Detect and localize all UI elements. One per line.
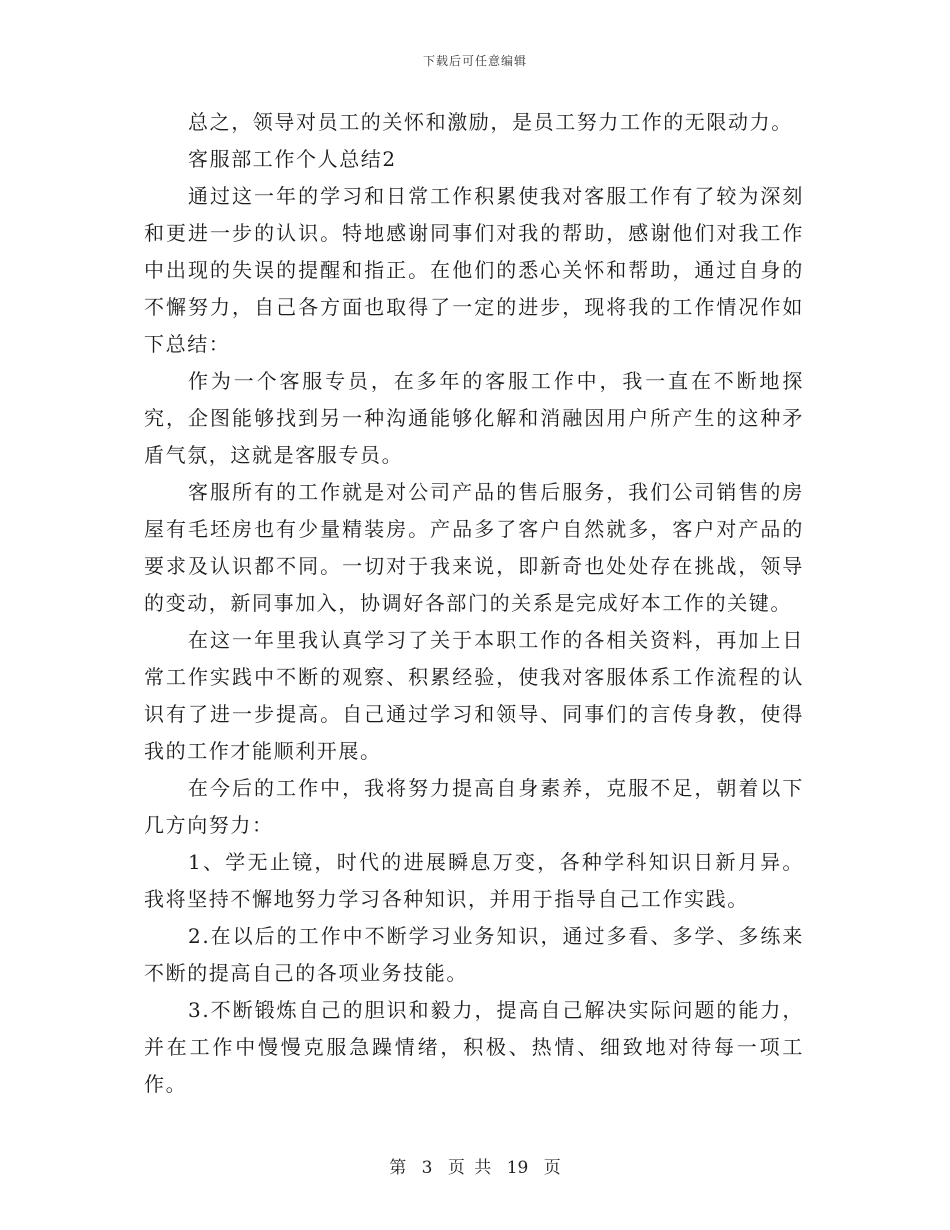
paragraph-role: 作为一个客服专员，在多年的客服工作中，我一直在不断地探究，企图能够找到另一种沟通能够化解和消融因用户所产生的这种矛盾气氛，这就是客服专员。 xyxy=(144,369,804,467)
footer-suffix: 页 xyxy=(543,1158,561,1178)
document-body xyxy=(144,104,804,1103)
list-item-3: 3.不断锻炼自己的胆识和毅力，提高自己解决实际问题的能力，并在工作中慢慢克服急躁情绪，积极、热情、细致地对待每一项工作。 xyxy=(144,998,804,1096)
page-footer xyxy=(0,1153,950,1178)
list-item-1: 1、学无止镜，时代的进展瞬息万变，各种学科知识日新月异。我将坚持不懈地努力学习各种知识，并用于指导自己工作实践。 xyxy=(144,850,804,911)
page-header-note: 下载后可任意编辑 xyxy=(422,54,527,68)
list-item-2: 2.在以后的工作中不断学习业务知识，通过多看、多学、多练来不断的提高自己的各项业务技能。 xyxy=(144,924,804,985)
paragraph-intro: 通过这一年的学习和日常工作积累使我对客服工作有了较为深刻和更进一步的认识。特地感谢同事们对我的帮助，感谢他们对我工作中出现的失误的提醒和指正。在他们的悉心关怀和帮助，通过自身的不懈努力，自己各方面也取得了一定的进步，现将我的工作情况作如下总结： xyxy=(144,184,804,356)
paragraph-duties: 客服所有的工作就是对公司产品的售后服务，我们公司销售的房屋有毛坯房也有少量精装房。产品多了客户自然就多，客户对产品的要求及认识都不同。一切对于我来说，即新奇也处处存在挑战，领导的变动，新同事加入，协调好各部门的关系是完成好本工作的关键。 xyxy=(144,480,804,615)
footer-page-number: 3 xyxy=(421,1158,433,1178)
section-title: 客服部工作个人总结2 xyxy=(188,147,397,171)
footer-prefix: 第 xyxy=(389,1158,407,1178)
footer-total-pages: 19 xyxy=(506,1158,529,1178)
paragraph-learning: 在这一年里我认真学习了关于本职工作的各相关资料，再加上日常工作实践中不断的观察、积累经验，使我对客服体系工作流程的认识有了进一步提高。自己通过学习和领导、同事们的言传身教，使得我的工作才能顺利开展。 xyxy=(144,628,804,763)
paragraph-conclusion: 总之，领导对员工的关怀和激励，是员工努力工作的无限动力。 xyxy=(188,110,793,134)
footer-middle: 页 共 xyxy=(447,1158,492,1178)
paragraph-future: 在今后的工作中，我将努力提高自身素养，克服不足，朝着以下几方向努力： xyxy=(144,776,804,837)
